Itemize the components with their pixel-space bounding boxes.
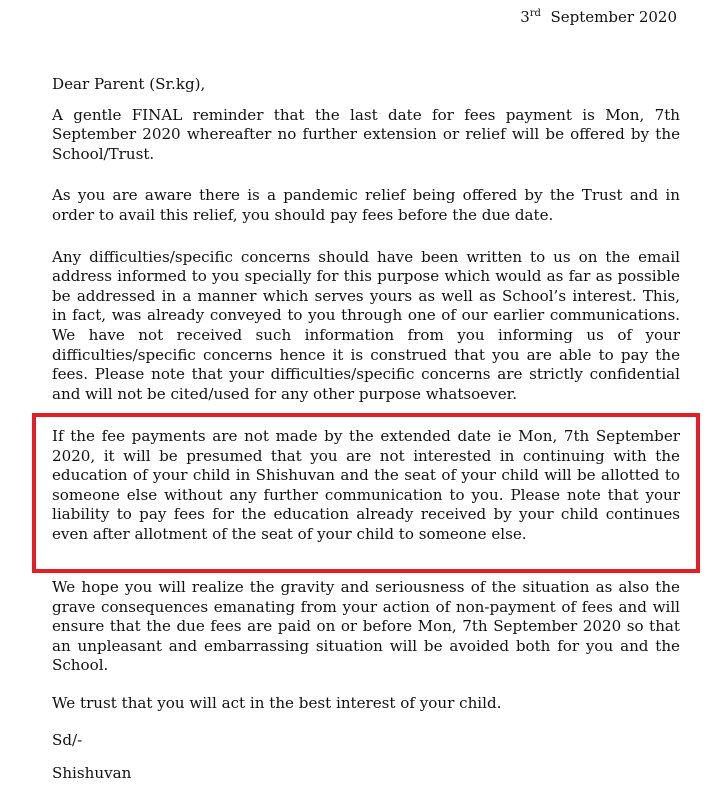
- date-day: 3: [520, 8, 530, 26]
- date-suffix: rd: [529, 8, 541, 19]
- letter-date: [520, 8, 677, 26]
- paragraph-final-reminder: A gentle FINAL reminder that the last date for fees payment is Mon, 7th September 2020 whereafter no further extension or relief will be offered by the School/Trust.: [52, 105, 680, 163]
- paragraph-gravity: We hope you will realize the gravity and seriousness of the situation as also the grave consequences emanating from your action of non-payment of fees and will ensure that the due fees are paid on or before Mon, 7th September 2020 so that an unpleasant and embarrassing situation will be avoided both for you and the School.: [52, 578, 680, 675]
- paragraph-pandemic-relief: As you are aware there is a pandemic relief being offered by the Trust and in order to avail this relief, you should pay fees before the due date.: [52, 186, 680, 224]
- paragraph-seat-allotment-warning: If the fee payments are not made by the extended date ie Mon, 7th September 2020, it will be presumed that you are not interested in continuing with the education of your child in Shishuvan and the seat of your child will be allotted to someone else without any further communication to you. Please note that your liability to pay fees for the education already received by your child continues even after allotment of the seat of your child to someone else.: [52, 427, 680, 543]
- paragraph-specific-concerns: Any difficulties/specific concerns should have been written to us on the email address informed to you specially for this purpose which would as far as possible be addressed in a manner which serves yours as well as School’s interest. This, in fact, was already conveyed to you through one of our earlier communications. We have not received such information from you informing us of your difficulties/specific concerns hence it is construed that you are able to pay the fees. Please note that your difficulties/specific concerns are strictly confidential and will not be cited/used for any other purpose whatsoever.: [52, 247, 680, 403]
- letter-body: [52, 75, 680, 404]
- date-month-year: September 2020: [550, 8, 677, 26]
- signatory-name: Shishuvan: [52, 764, 132, 782]
- salutation: Dear Parent (Sr.kg),: [52, 75, 206, 93]
- closing-line: We trust that you will act in the best interest of your child.: [52, 694, 502, 712]
- signature-sd: Sd/-: [52, 731, 83, 749]
